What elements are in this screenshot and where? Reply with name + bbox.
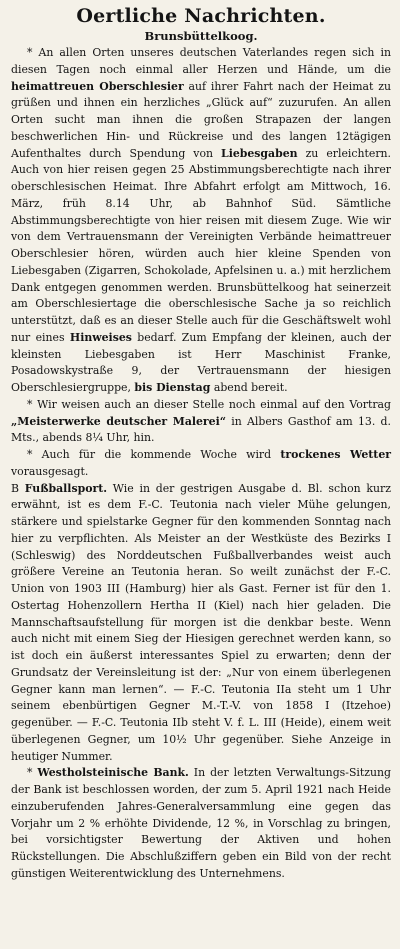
body-text: bedarf. Zum Empfang der kleinen, auch der kleinsten Liebesgaben ist Herr Maschinist Franke, Posadowskystraße 9, der Vertrauensmann der hiesigen Oberschlesiergruppe, <box>11 330 391 394</box>
body-text: In der letzten Verwaltungs-Sitzung der Bank ist beschlossen worden, der zum 5. April 1921 nach Heide einzuberufenden Jahres-Generalversammlung eine gegen das Vorjahr um 2 % erhöhte Dividende, 12 %, in Vorschlag zu bringen, bei vorsichtigster Bewertung der Aktiven und hohen Rückstellungen. Die Abschlußziffern geben ein Bild von der recht günstigen Weiterentwicklung des Unternehmens. <box>11 766 391 880</box>
section-heading: Oertliche Nachrichten. <box>76 5 326 27</box>
place-dateline: Brunsbüttelkoog. <box>144 29 258 43</box>
paragraph-upper-silesia-vote <box>11 45 391 397</box>
body-text: * <box>27 766 38 780</box>
body-text: abend bereit. <box>210 381 288 394</box>
paragraph-weather <box>11 447 391 481</box>
body-text: auf ihrer Fahrt nach der Heimat zu grüßen und ihnen ein herzliches „Glück auf“ zuzurufen. An allen Orten sucht man ihnen die großen Strapazen der langen beschwerlichen Hin- und Rückreise und des langen 12tägigen Aufenthaltes durch Spendung von <box>11 79 391 160</box>
body-text: * Wir weisen auch an dieser Stelle noch einmal auf den Vortrag <box>27 397 391 411</box>
emphasis-text: trockenes Wetter <box>280 448 391 461</box>
paragraph-lecture-painting <box>11 397 391 447</box>
body-text: zu erleichtern. Auch von hier reisen gegen 25 Abstimmungsberechtigte nach ihrer oberschlesischen Heimat. Ihre Abfahrt erfolgt am Mittwoch, 16. März, früh 8.14 Uhr, ab Bahnhof Süd. Sämtliche Abstimmungsberechtigte von hier reisen mit diesem Zuge. Wie wir von dem Vertrauensmann der Vereinigten Verbände heimattreuer Oberschlesier hören, würden auch hier kleine Spenden von Liebesgaben (Zigarren, Schokolade, Apfelsinen u. a.) mit herzlichem Dank entgegen genommen werden. Brunsbüttelkoog hat seinerzeit am Oberschlesiertage die oberschlesische Sache ja so reichlich unterstützt, daß es an dieser Stelle auch für die Geschäftswelt wohl nur eines <box>11 146 392 344</box>
body-text: in Albers Gasthof am 13. d. Mts., abends 8¼ Uhr, hin. <box>11 414 391 445</box>
body-text: * Auch für die kommende Woche wird <box>27 448 281 461</box>
emphasis-text: Hinweises <box>69 330 132 344</box>
emphasis-text: Fußballsport. <box>24 481 108 495</box>
body-text: B <box>11 481 25 495</box>
body-text: * An allen Orten unseres deutschen Vaterlandes regen sich in diesen Tagen noch einmal aller Herzen und Hände, um die <box>11 46 391 76</box>
body-text: vorausgesagt. <box>11 464 89 478</box>
article-body <box>11 45 391 883</box>
emphasis-text: Liebesgaben <box>221 146 298 160</box>
paragraph-football <box>11 481 391 766</box>
emphasis-text: „Meisterwerke deutscher Malerei“ <box>11 414 227 428</box>
emphasis-text: heimattreuen Oberschlesier <box>11 79 184 93</box>
paragraph-bank <box>11 765 391 882</box>
emphasis-text: bis Dienstag <box>134 381 211 394</box>
body-text: Wie in der gestrigen Ausgabe d. Bl. schon kurz erwähnt, ist es dem F.-C. Teutonia nach vieler Mühe gelungen, stärkere und spielstarke Gegner für den kommenden Sonntag nach hier zu verpflichten. Als Meister an der Westküste des Bezirks I (Schleswig) des Norddeutschen Fußballverbandes weist auch größere Vereine an Teutonia heran. So weilt zunächst der F.-C. Union von 1903 III (Hamburg) hier als Gast. Ferner ist für den 1. Ostertag Hohenzollern Hertha II (Kiel) nach hier geladen. Die Mannschaftsaufstellung für morgen ist die denkbar beste. Wenn auch nicht mit einem Sieg der Hiesigen gerechnet werden kann, so ist doch ein äußerst interessantes Spiel zu erwarten; denn der Grundsatz der Vereinsleitung ist der: „Nur von einem überlegenen Gegner kann man lernen“. — F.-C. Teutonia IIa steht um 1 Uhr seinem ebenbürtigen Gegner M.-T.-V. von 1858 I (Itzehoe) gegenüber. — F.-C. Teutonia IIb steht V. f. L. III (Heide), einem weit überlegenen Gegner, um 10½ Uhr gegenüber. Siehe Anzeige in heutiger Nummer. <box>11 481 391 763</box>
emphasis-text: Westholsteinische Bank. <box>37 766 189 780</box>
